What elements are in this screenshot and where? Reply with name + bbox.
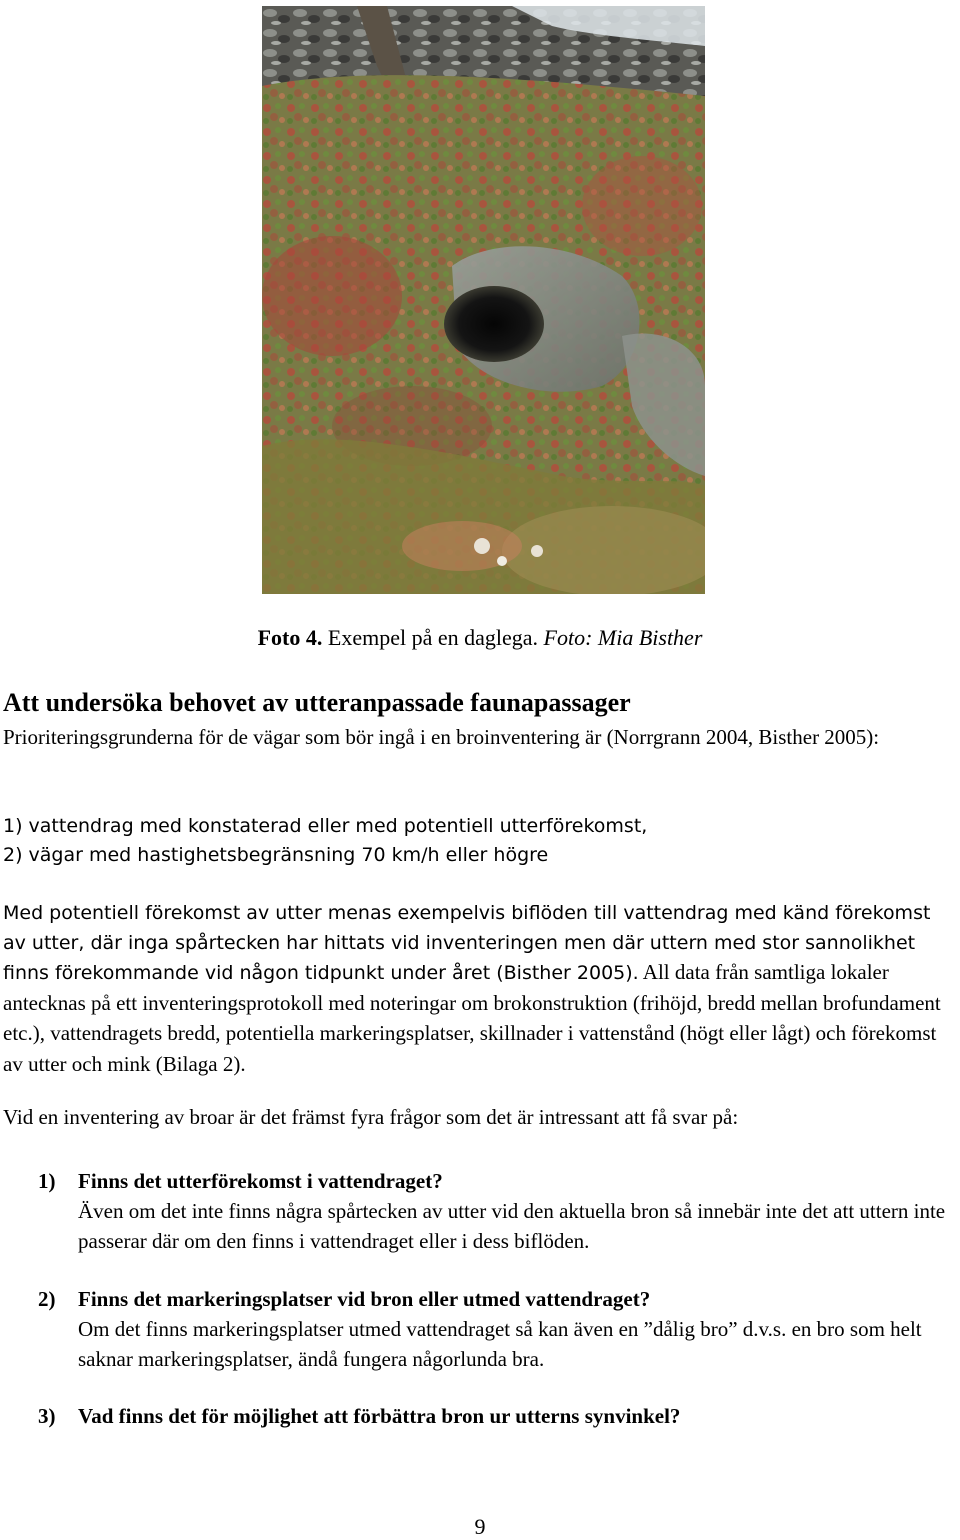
- caption-text: Exempel på en daglega.: [322, 625, 544, 650]
- question-number: 1): [38, 1169, 56, 1193]
- question-title: Finns det markeringsplatser vid bron eller utmed vattendraget?: [78, 1287, 651, 1311]
- question-item: [38, 1401, 953, 1431]
- question-title: Finns det utterförekomst i vattendraget?: [78, 1169, 443, 1193]
- page-number: 9: [474, 1514, 486, 1539]
- body-paragraph: [3, 899, 958, 1081]
- body-paragraph-part2: All data från samtliga lokaler antecknas på ett inventeringsprotokoll med noteringar om brokonstruktion (frihöjd, bredd mellan brofundament etc.), vattendragets bredd, potentiella markeringsplatser, skillnader i vattenstånd (högt eller lågt) och förekomst av utter och mink (Bilaga 2).: [3, 960, 941, 1076]
- criterion-item: 1) vattendrag med konstaterad eller med potentiell utterförekomst,: [3, 815, 648, 837]
- question-item: [38, 1166, 953, 1256]
- question-item: [38, 1284, 953, 1374]
- question-body: Även om det inte finns några spårtecken av utter vid den aktuella bron så innebär inte det att uttern inte passerar där om den finns i vattendraget eller i dess biflöden.: [78, 1199, 946, 1253]
- section-heading: Att undersöka behovet av utteranpassade faunapassager: [3, 688, 631, 717]
- criterion-item: 2) vägar med hastighetsbegränsning 70 km/h eller högre: [3, 844, 549, 866]
- intro-paragraph: Prioriteringsgrunderna för de vägar som bör ingå i en broinventering är (Norrgrann 2004, Bisther 2005):: [3, 725, 880, 749]
- photo-otter-den: [262, 6, 705, 594]
- question-number: 3): [38, 1404, 56, 1428]
- question-body: Om det finns markeringsplatser utmed vattendraget så kan även en ”dålig bro” d.v.s. en bro som helt saknar markeringsplatser, ändå fungera någorlunda bra.: [78, 1317, 922, 1371]
- criteria-list: [3, 812, 647, 870]
- question-number: 2): [38, 1287, 56, 1311]
- question-title: Vad finns det för möjlighet att förbättra bron ur utterns synvinkel?: [78, 1404, 681, 1428]
- body-paragraph-part1: Med potentiell förekomst av utter menas exempelvis biflöden till vattendrag med känd förekomst av utter, där inga spårtecken har hittats vid inventeringen men där uttern med stor sannolikhet finns förekommande vid någon tidpunkt under året (Bisther 2005).: [3, 902, 931, 985]
- photo-caption: [0, 625, 960, 651]
- caption-label: Foto 4.: [257, 625, 323, 650]
- caption-credit: Foto: Mia Bisther: [543, 625, 703, 650]
- questions-intro: Vid en inventering av broar är det främst fyra frågor som det är intressant att få svar på:: [3, 1105, 739, 1129]
